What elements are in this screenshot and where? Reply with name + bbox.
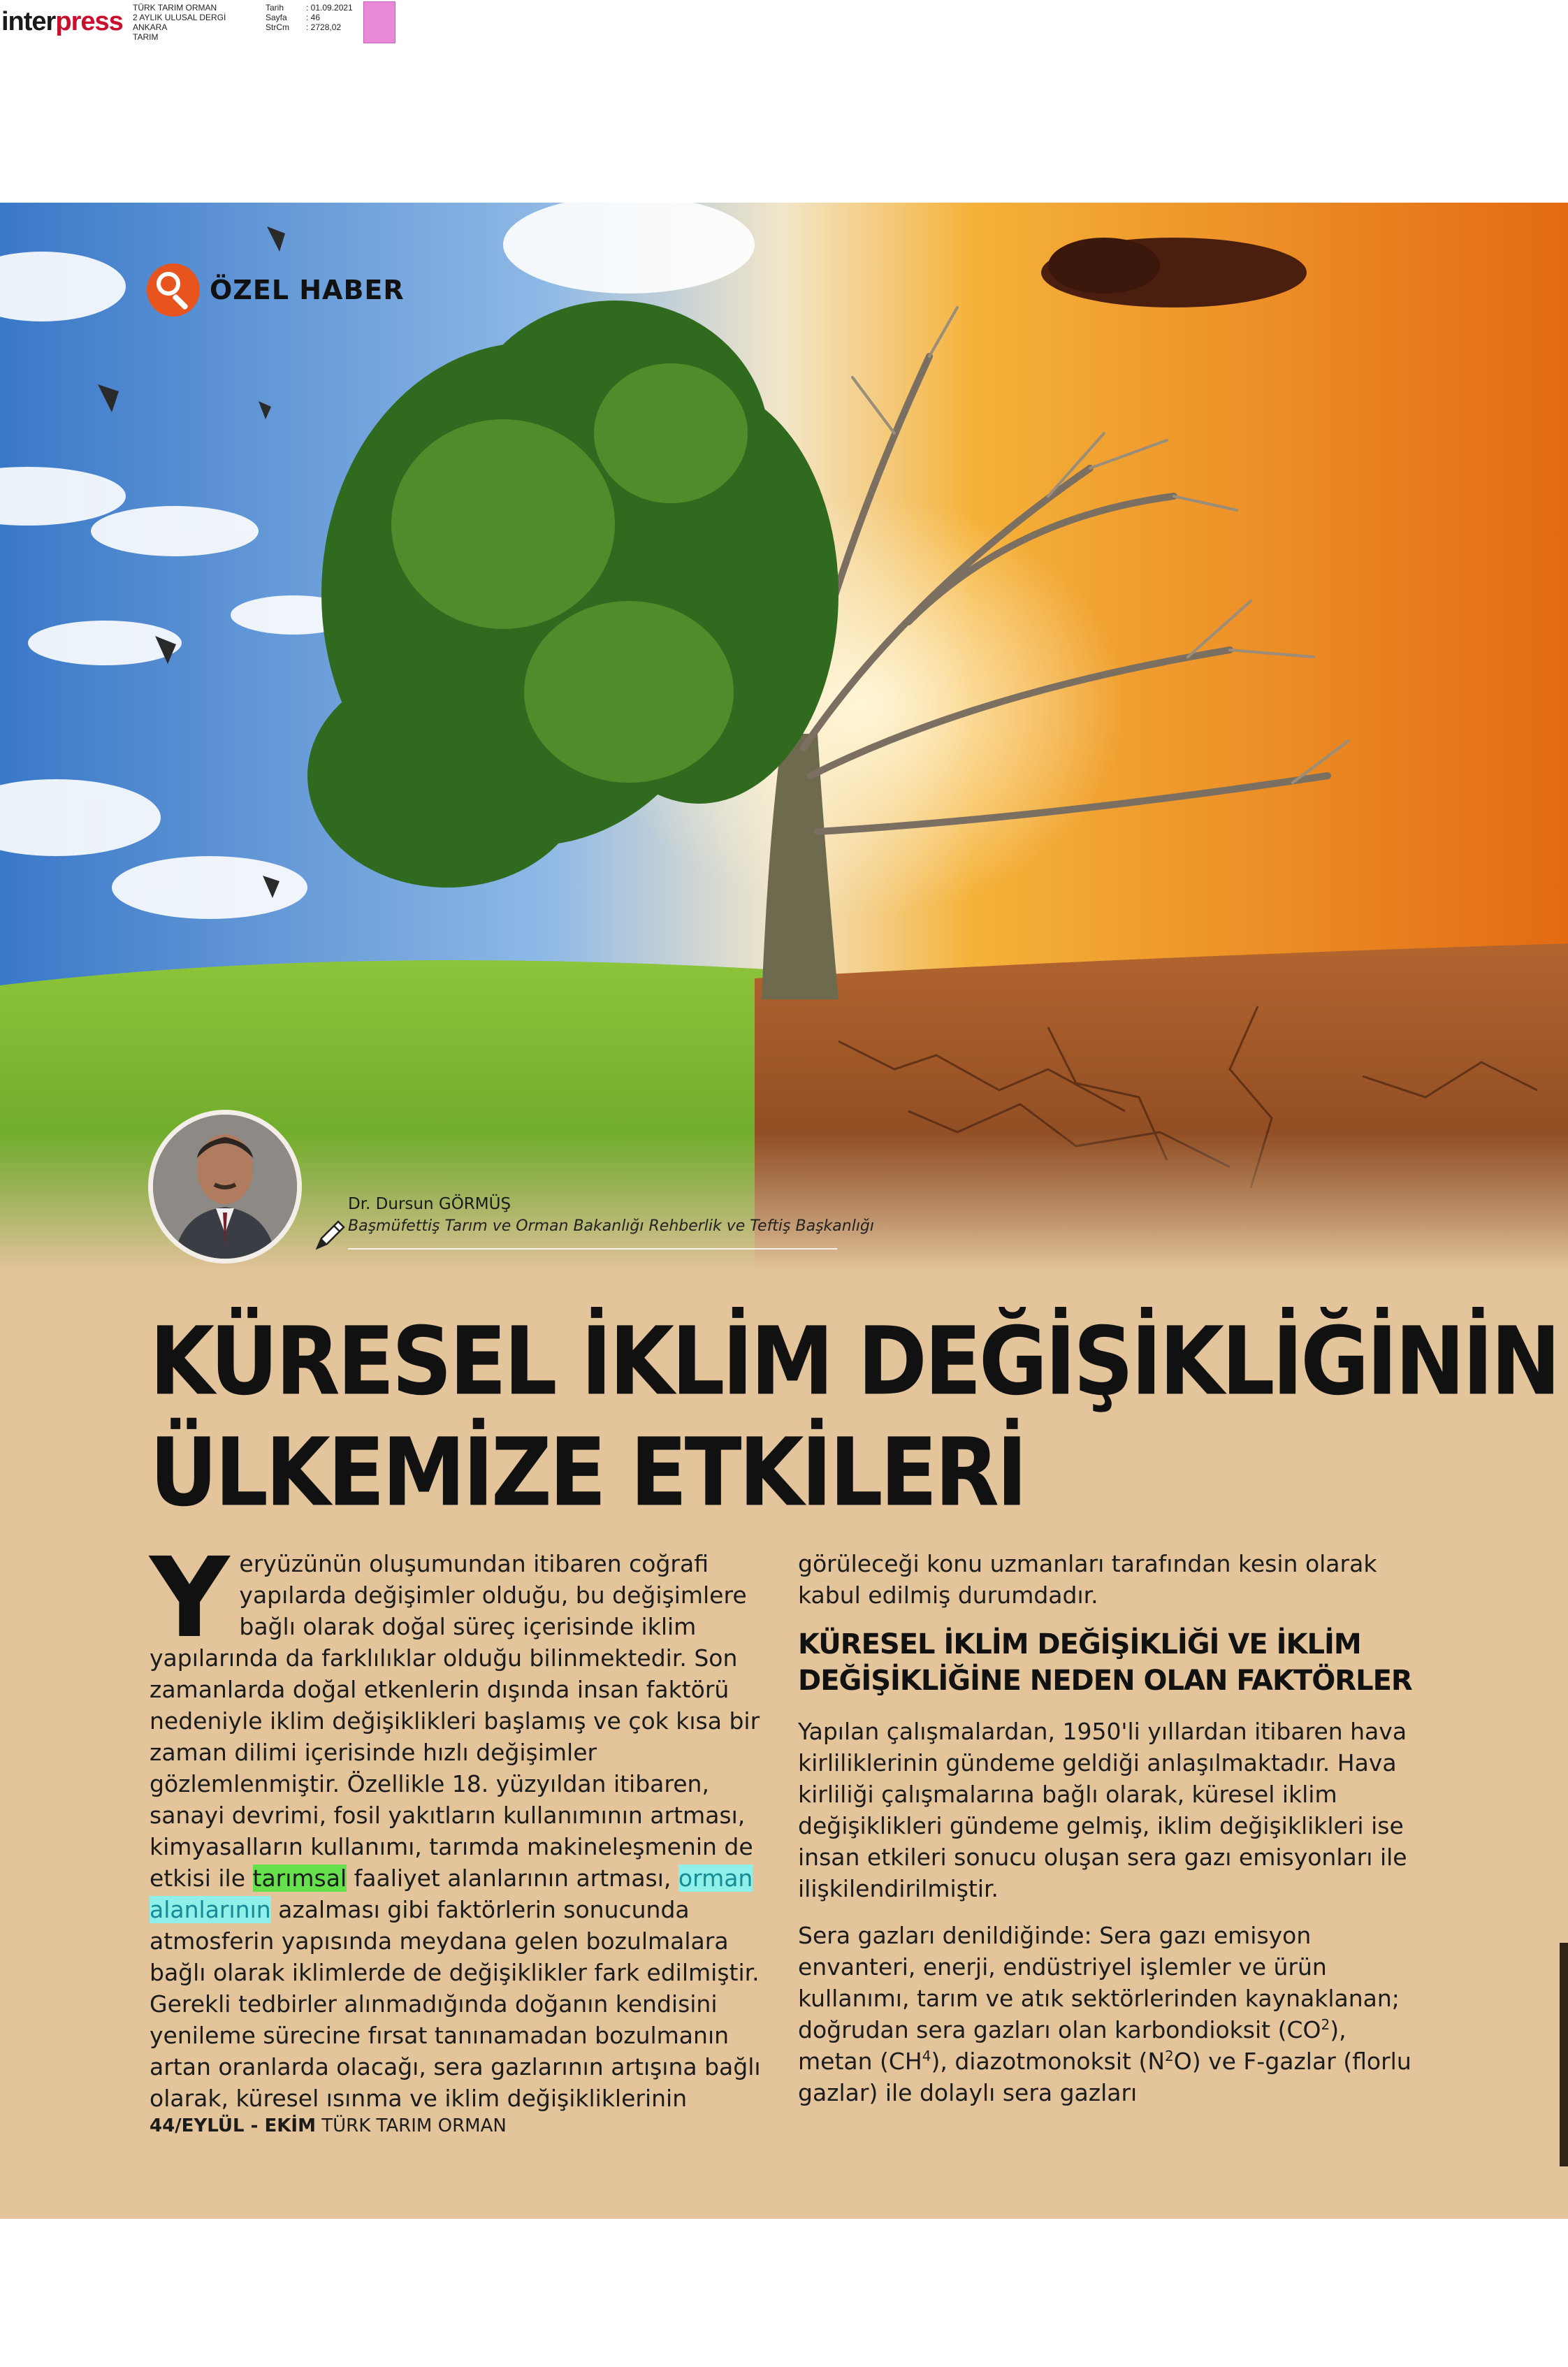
- magazine-page: [0, 203, 1568, 2219]
- publication-line: TARIM: [133, 32, 159, 42]
- page-edge-strip: [1560, 1943, 1568, 2166]
- subheading-line: KÜRESEL İKLİM DEĞİŞİKLİĞİ VE İKLİM: [798, 1628, 1361, 1660]
- meta-row-page: Sayfa : 46: [266, 13, 321, 22]
- clipping-stamp: [363, 1, 395, 43]
- publication-info: [133, 3, 226, 42]
- pen-icon: [312, 1217, 348, 1254]
- clipping-meta: [266, 3, 353, 32]
- meta-row-strcm: StrCm : 2728,02: [266, 22, 342, 32]
- author-divider: [348, 1248, 837, 1250]
- section-subheading: [798, 1626, 1413, 1699]
- meta-row-date: Tarih : 01.09.2021: [266, 3, 353, 13]
- magnifier-icon: [147, 263, 200, 317]
- highlight-green: tarımsal: [252, 1865, 347, 1892]
- article-column-left: [150, 1534, 764, 2129]
- author-photo: [148, 1110, 302, 1264]
- paragraph: Yapılan çalışmalardan, 1950'li yıllardan itibaren hava kirliliklerinin gündeme geldiği anlaşılmaktadır. Hava kirliliği çalışmalarına bağlı olarak, küresel iklim değişiklikleri gündeme gelmiş, iklim değişiklikleri ise insan etkileri sonucu oluşan sera gazı emisyonları ile ilişkilendirilmiştir.: [798, 1718, 1407, 1902]
- publication-line: TÜRK TARIM ORMAN: [133, 3, 217, 13]
- section-badge: [147, 262, 405, 318]
- page-footer: 44/EYLÜL - EKİM TÜRK TARIM ORMAN: [150, 2115, 507, 2136]
- publication-line: ANKARA: [133, 22, 168, 32]
- article-headline: [150, 1307, 1558, 1529]
- paragraph: Yeryüzünün oluşumundan itibaren coğrafi yapılarda değişimler olduğu, bu değişimlere bağlı olarak doğal süreç içerisinde iklim yapılarında da farklılıklar olduğu bilinmektedir. Son zamanlarda doğal etkenlerin dışında insan faktörü nedeniyle iklim değişiklikleri başlamış ve çok kısa bir zaman dilimi içerisinde hızlı değişimler gözlemlenmiştir. Özellikle 18. yüzyıldan itibaren, sanayi devrimi, fosil yakıtların kullanımının artması, kimyasalların kullanımı, tarımda makineleşmenin de etkisi ile tarımsal faaliyet alanlarının artması, orman alanlarının azalması gibi faktörlerin sonucunda atmosferin yapısında meydana gelen bozulmalara bağlı olarak iklimlerde de değişiklikler fark edilmiştir. Gerekli tedbirler alınmadığında doğanın kendisini yenileme sürecine fırsat tanınamadan bozulmanın artan oranlarda olacağı, sera gazlarının artışına bağlı olarak, küresel ısınma ve iklim değişikliklerinin: [150, 1534, 761, 2112]
- headline-line: KÜRESEL İKLİM DEĞİŞİKLİĞİNİN: [150, 1308, 1558, 1417]
- publication-line: 2 AYLIK ULUSAL DERGİ: [133, 13, 226, 22]
- paragraph: Sera gazları denildiğinde: Sera gazı emisyon envanteri, enerji, endüstriyel işlemler ve ürün kullanımı, tarım ve atık sektörlerinden kaynaklanan; doğrudan sera gazları olan karbondioksit $(CO^2)$, metan $(CH^4)$, diazotmonoksit $(N^2O)$ ve F-gazlar (florlu gazlar) ile dolaylı sera gazları: [798, 1922, 1411, 2106]
- paragraph: görüleceği konu uzmanları tarafından kesin olarak kabul edilmiş durumdadır.: [798, 1550, 1377, 1609]
- subheading-line: DEĞİŞİKLİĞİNE NEDEN OLAN FAKTÖRLER: [798, 1665, 1412, 1697]
- highlight-cyan: orman alanlarının: [150, 1865, 753, 1923]
- article-column-right: [798, 1548, 1413, 2124]
- author-title: Başmüfettiş Tarım ve Orman Bakanlığı Rehberlik ve Teftiş Başkanlığı: [348, 1217, 875, 1235]
- section-badge-label: ÖZEL HABER: [210, 275, 405, 305]
- headline-line: ÜLKEMİZE ETKİLERİ: [150, 1419, 1025, 1528]
- author-name: Dr. Dursun GÖRMÜŞ: [348, 1195, 511, 1213]
- drop-cap: Y: [150, 1534, 230, 1663]
- interpress-logo: interpress: [1, 7, 123, 36]
- clipping-header: [0, 0, 489, 49]
